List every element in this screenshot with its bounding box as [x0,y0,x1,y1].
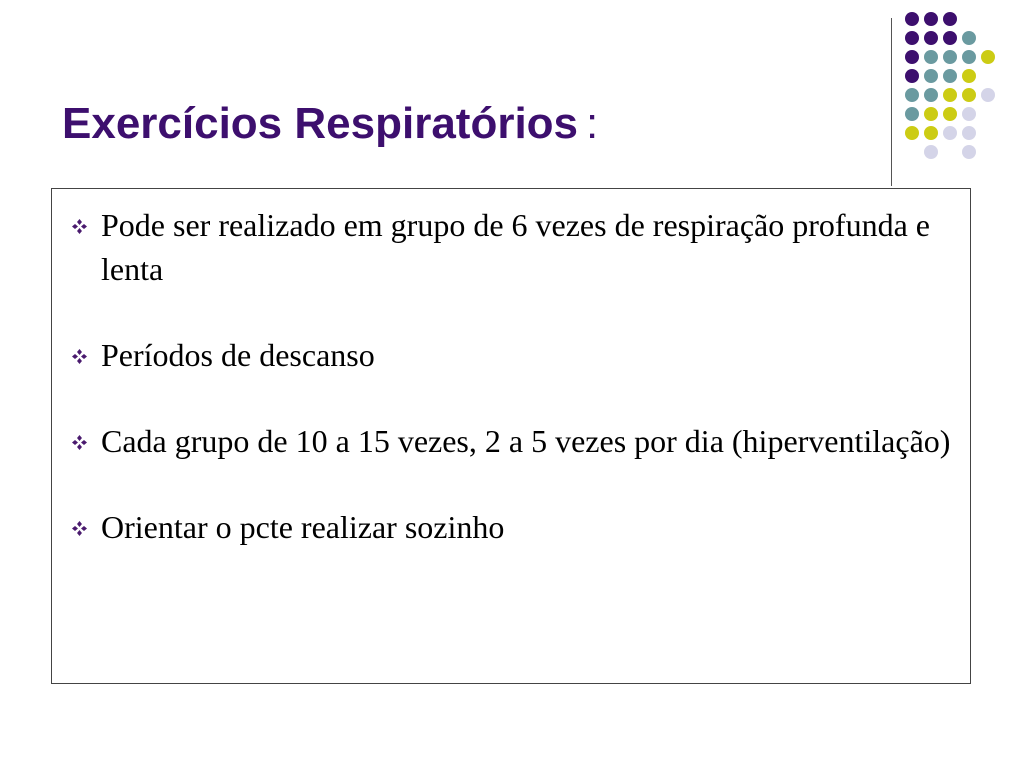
bullet-item [72,203,952,291]
decorative-dot [962,88,976,102]
bullet-text: Cada grupo de 10 a 15 vezes, 2 a 5 vezes por dia (hiperventilação) [101,423,951,459]
decorative-dot [943,50,957,64]
bullet-list [72,203,952,549]
four-diamond-bullet-icon [72,219,87,234]
decorative-dot [924,69,938,83]
bullet-text: Pode ser realizado em grupo de 6 vezes de respiração profunda e lenta [101,207,930,287]
decorative-dot [924,145,938,159]
four-diamond-bullet-icon [72,349,87,364]
decorative-dot [924,12,938,26]
bullet-item [72,419,952,463]
bullet-text: Períodos de descanso [101,337,375,373]
vertical-divider [891,18,892,186]
decorative-dot [905,126,919,140]
decorative-dot [905,50,919,64]
decorative-dot [943,69,957,83]
content-box [51,188,971,684]
decorative-dot [924,31,938,45]
slide-title [62,94,598,154]
decorative-dot [924,50,938,64]
decorative-dot [924,88,938,102]
decorative-dot [905,107,919,121]
decorative-dot [943,126,957,140]
decorative-dot [981,50,995,64]
decorative-dot [905,69,919,83]
decorative-dot-grid [905,12,1015,172]
decorative-dot [943,107,957,121]
bullet-item [72,505,952,549]
slide-title-colon: : [586,99,599,148]
decorative-dot [943,31,957,45]
decorative-dot [981,88,995,102]
decorative-dot [943,12,957,26]
decorative-dot [962,145,976,159]
decorative-dot [924,126,938,140]
decorative-dot [924,107,938,121]
bullet-text: Orientar o pcte realizar sozinho [101,509,505,545]
decorative-dot [962,69,976,83]
bullet-item [72,333,952,377]
decorative-dot [943,88,957,102]
four-diamond-bullet-icon [72,435,87,450]
decorative-dot [962,107,976,121]
decorative-dot [962,126,976,140]
slide-title-text: Exercícios Respiratórios [62,99,579,148]
four-diamond-bullet-icon [72,521,87,536]
decorative-dot [905,88,919,102]
decorative-dot [905,12,919,26]
decorative-dot [962,31,976,45]
decorative-dot [905,31,919,45]
decorative-dot [962,50,976,64]
